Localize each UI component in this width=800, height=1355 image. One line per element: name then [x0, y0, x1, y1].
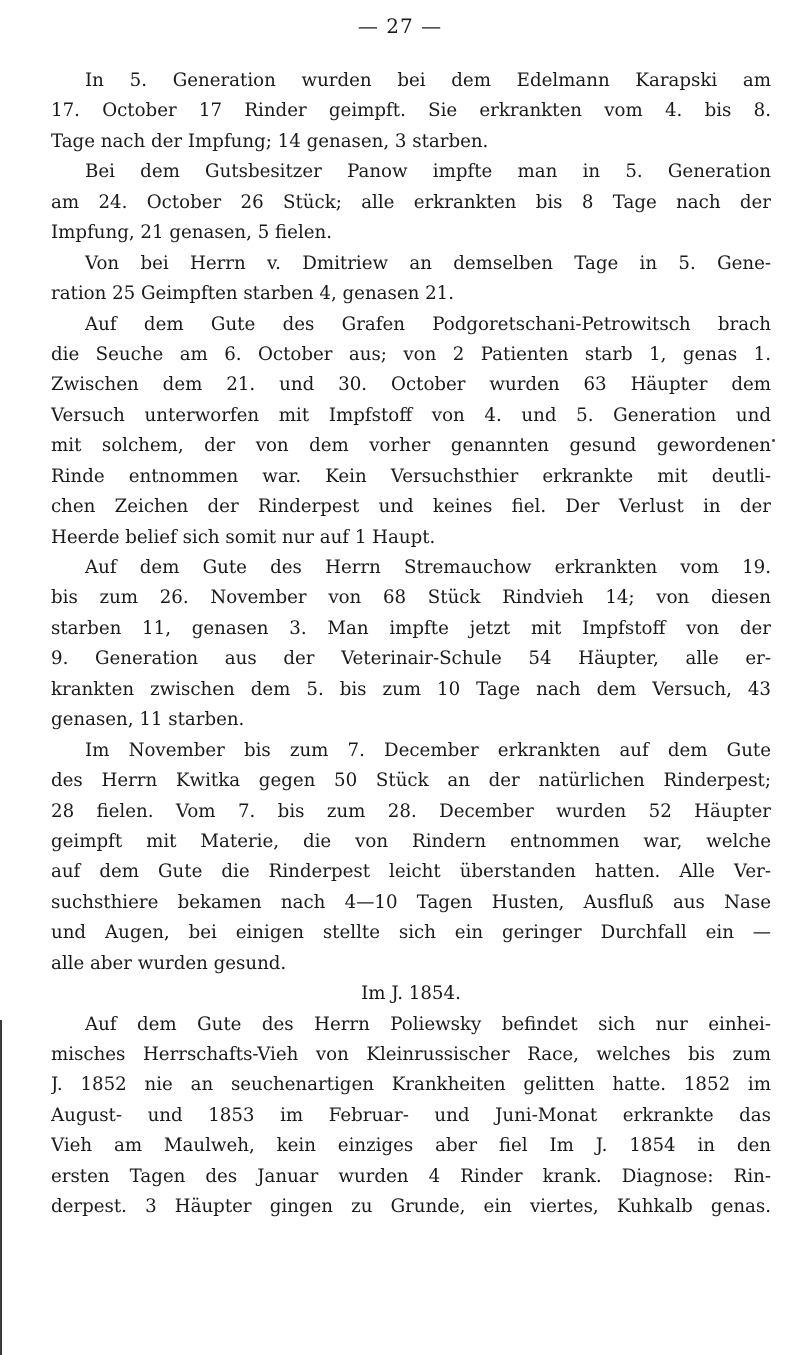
- text-line: derpest. 3 Häupter gingen zu Grunde, ein viertes, Kuhkalb genas.: [51, 1196, 771, 1218]
- text-line: geimpft mit Materie, die von Rindern entnommen war, welche: [51, 830, 771, 852]
- body-text: [51, 66, 771, 1223]
- text-line: bis zum 26. November von 68 Stück Rindvieh 14; von diesen: [51, 587, 771, 609]
- text-line: und Augen, bei einigen stellte sich ein geringer Durchfall ein —: [51, 922, 771, 944]
- text-line: Tage nach der Impfung; 14 genasen, 3 starben.: [51, 130, 489, 152]
- text-line: die Seuche am 6. October aus; von 2 Patienten starb 1, genas 1.: [51, 343, 771, 365]
- text-line: ration 25 Geimpften starben 4, genasen 21.: [51, 283, 455, 305]
- text-line: mit solchem, der von dem vorher genannten gesund gewordenen: [51, 435, 771, 457]
- text-line: alle aber wurden gesund.: [51, 952, 287, 974]
- text-line: Im November bis zum 7. December erkrankten auf dem Gute: [85, 739, 771, 761]
- text-line: Vieh am Maulweh, kein einziges aber fiel Im J. 1854 in den: [51, 1135, 771, 1157]
- text-line: suchsthiere bekamen nach 4—10 Tagen Husten, Ausfluß aus Nase: [51, 891, 771, 913]
- text-line: Impfung, 21 genasen, 5 fielen.: [51, 222, 333, 244]
- text-line: Auf dem Gute des Herrn Poliewsky befindet sich nur einhei-: [85, 1013, 771, 1035]
- text-line: Rinde entnommen war. Kein Versuchsthier erkrankte mit deutli-: [51, 465, 771, 487]
- text-line: ersten Tagen des Januar wurden 4 Rinder krank. Diagnose: Rin-: [51, 1165, 771, 1187]
- text-line: August- und 1853 im Februar- und Juni-Monat erkrankte das: [51, 1104, 771, 1126]
- text-line: genasen, 11 starben.: [51, 709, 245, 731]
- text-line: chen Zeichen der Rinderpest und keines fiel. Der Verlust in der: [51, 496, 771, 518]
- text-line: am 24. October 26 Stück; alle erkrankten bis 8 Tage nach der: [51, 191, 771, 213]
- text-line: Auf dem Gute des Grafen Podgoretschani-Petrowitsch brach: [85, 313, 771, 335]
- text-line: J. 1852 nie an seuchenartigen Krankheiten gelitten hatte. 1852 im: [51, 1074, 771, 1096]
- text-line: Von bei Herrn v. Dmitriew an demselben Tage in 5. Gene-: [85, 252, 771, 274]
- text-line: In 5. Generation wurden bei dem Edelmann Karapski am: [85, 70, 771, 91]
- text-line: Bei dem Gutsbesitzer Panow impfte man in 5. Generation: [85, 161, 771, 183]
- page-number: — 27 —: [357, 14, 443, 38]
- text-line: 28 fielen. Vom 7. bis zum 28. December wurden 52 Häupter: [51, 800, 771, 822]
- margin-mark: [772, 439, 775, 442]
- text-line: auf dem Gute die Rinderpest leicht überstanden hatten. Alle Ver-: [51, 861, 771, 883]
- text-line: des Herrn Kwitka gegen 50 Stück an der natürlichen Rinderpest;: [51, 770, 771, 792]
- text-line: Auf dem Gute des Herrn Stremauchow erkrankten vom 19.: [85, 557, 771, 578]
- text-line: krankten zwischen dem 5. bis zum 10 Tage nach dem Versuch, 43: [51, 678, 771, 700]
- text-line: misches Herrschafts-Vieh von Kleinrussischer Race, welches bis zum: [51, 1044, 771, 1065]
- text-line: 17. October 17 Rinder geimpft. Sie erkrankten vom 4. bis 8.: [51, 100, 771, 122]
- text-line: 9. Generation aus der Veterinair-Schule 54 Häupter, alle er-: [51, 648, 771, 670]
- text-line: Zwischen dem 21. und 30. October wurden 63 Häupter dem: [51, 374, 771, 396]
- section-heading: Im J. 1854.: [361, 983, 461, 1005]
- text-line: starben 11, genasen 3. Man impfte jetzt mit Impfstoff von der: [51, 617, 771, 639]
- text-line: Heerde belief sich somit nur auf 1 Haupt.: [51, 526, 436, 548]
- page-edge-shadow: [0, 1020, 2, 1355]
- text-line: Versuch unterworfen mit Impfstoff von 4. und 5. Generation und: [51, 404, 771, 426]
